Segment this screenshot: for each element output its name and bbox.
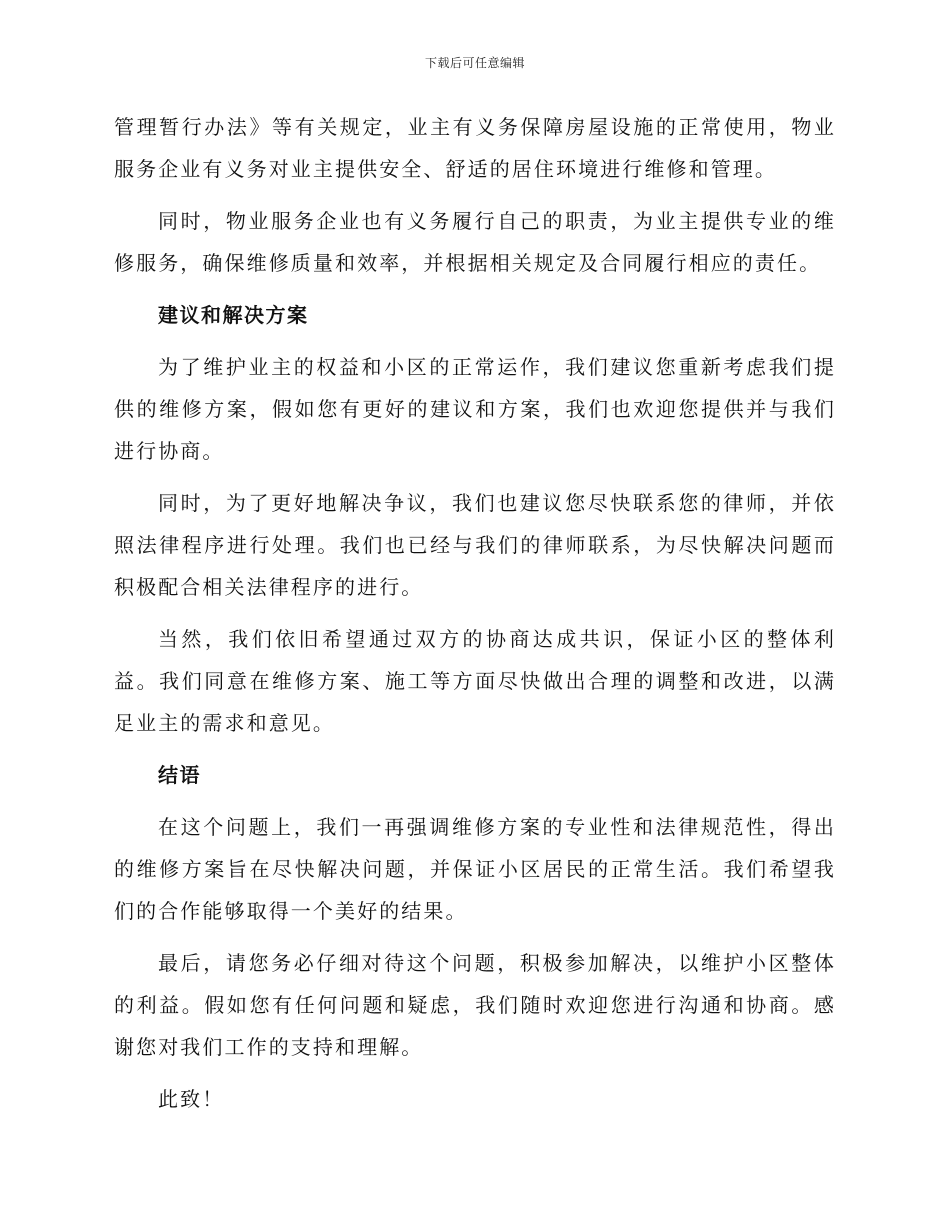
paragraph: 最后，请您务必仔细对待这个问题，积极参加解决，以维护小区整体的利益。假如您有任何问题和疑虑，我们随时欢迎您进行沟通和协商。感谢您对我们工作的支持和理解。 bbox=[114, 951, 836, 1059]
paragraph: 当然，我们依旧希望通过双方的协商达成共识，保证小区的整体利益。我们同意在维修方案、施工等方面尽快做出合理的调整和改进，以满足业主的需求和意见。 bbox=[114, 627, 836, 735]
closing-salutation: 此致！ bbox=[158, 1087, 225, 1111]
section-heading-conclusion: 结语 bbox=[158, 763, 201, 787]
paragraph: 在这个问题上，我们一再强调维修方案的专业性和法律规范性，得出的维修方案旨在尽快解决问题，并保证小区居民的正常生活。我们希望我们的合作能够取得一个美好的结果。 bbox=[114, 815, 836, 923]
paragraph: 同时，物业服务企业也有义务履行自己的职责，为业主提供专业的维修服务，确保维修质量和效率，并根据相关规定及合同履行相应的责任。 bbox=[114, 209, 836, 275]
paragraph: 为了维护业主的权益和小区的正常运作，我们建议您重新考虑我们提供的维修方案，假如您有更好的建议和方案，我们也欢迎您提供并与我们进行协商。 bbox=[114, 355, 836, 463]
paragraph: 同时，为了更好地解决争议，我们也建议您尽快联系您的律师，并依照法律程序进行处理。我们也已经与我们的律师联系，为尽快解决问题而积极配合相关法律程序的进行。 bbox=[114, 491, 836, 599]
document-body bbox=[114, 106, 836, 1130]
paragraph-continuation: 管理暂行办法》等有关规定，业主有义务保障房屋设施的正常使用，物业服务企业有义务对业主提供安全、舒适的居住环境进行维修和管理。 bbox=[114, 115, 836, 181]
section-heading-suggestions: 建议和解决方案 bbox=[158, 303, 309, 327]
page-header: 下载后可任意编辑 bbox=[424, 56, 525, 70]
